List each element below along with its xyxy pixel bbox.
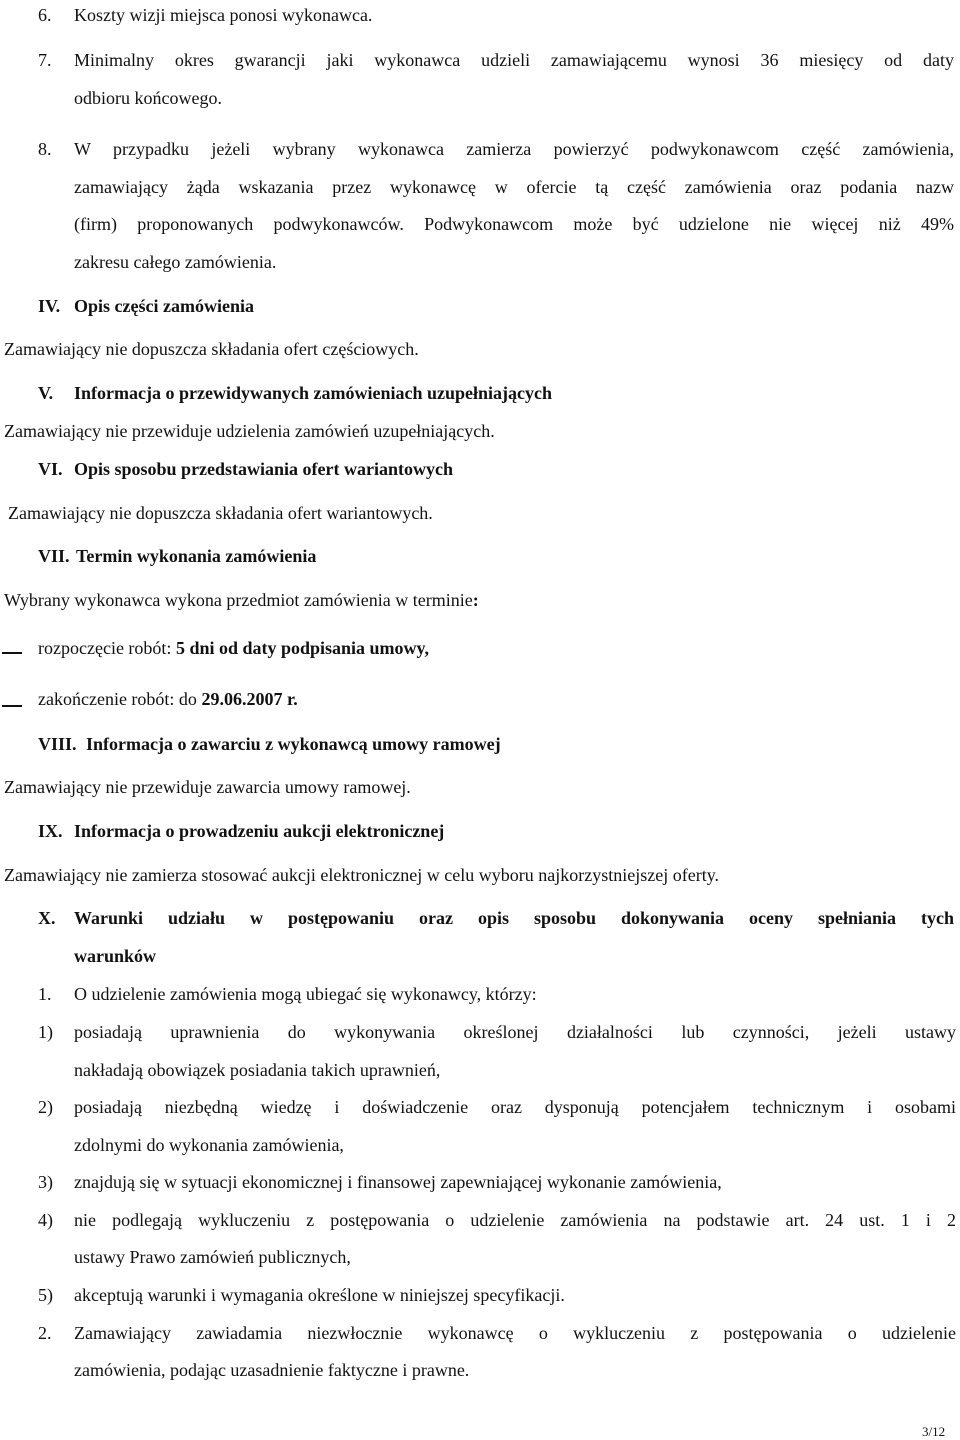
page-number: 3/12 [922,1424,946,1439]
list-item-line: posiadają niezbędną wiedzę i doświadczenie oraz dysponują potencjałem technicznym i osobami [74,1097,956,1117]
section-number: IV. [38,296,61,316]
bullet-item [38,637,429,659]
section-body-colon: : [472,590,479,610]
list-number: 5) [38,1285,53,1305]
bullet-dash [2,705,22,707]
section-number: IX. [38,821,63,841]
bullet-value: 29.06.2007 r. [201,689,298,709]
section-heading: Informacja o zawarciu z wykonawcą umowy ramowej [86,734,501,754]
list-item-line: akceptują warunki i wymagania określone w niniejszej specyfikacji. [74,1285,565,1305]
list-item-line: zdolnymi do wykonania zamówienia, [74,1135,344,1155]
bullet-dash [2,652,22,654]
section-heading: Opis sposobu przedstawiania ofert wariantowych [74,459,454,479]
bullet-label: zakończenie robót: do [38,689,202,709]
item-text-line: W przypadku jeżeli wybrany wykonawca zamierza powierzyć podwykonawcom część zamówienia, [74,139,954,159]
list-item-line: ustawy Prawo zamówień publicznych, [74,1247,351,1267]
list-item-line: nakładają obowiązek posiadania takich uprawnień, [74,1060,441,1080]
item-text: Koszty wizji miejsca ponosi wykonawca. [74,5,373,25]
section-body-text: Wybrany wykonawca wykona przedmiot zamówienia w terminie [4,590,473,610]
list-number: 3) [38,1172,53,1192]
section-body [4,589,479,611]
section-heading: warunków [74,946,157,966]
section-body: Zamawiający nie przewiduje zawarcia umowy ramowej. [4,777,411,797]
section-body: Zamawiający nie dopuszcza składania ofert częściowych. [4,339,419,359]
section-body: Zamawiający nie dopuszcza składania ofert wariantowych. [8,503,433,523]
section-number: VIII. [38,734,77,754]
section-number: V. [38,383,54,403]
section-heading: Opis części zamówienia [74,296,254,316]
item-number: 8. [38,139,52,159]
paragraph-text-line: Zamawiający zawiadamia niezwłocznie wykonawcę o wykluczeniu z postępowania o udzielenie [74,1323,956,1343]
item-number: 7. [38,50,52,70]
list-number: 4) [38,1210,53,1230]
list-item-line: posiadają uprawnienia do wykonywania określonej działalności lub czynności, jeżeli ustawy [74,1022,956,1042]
bullet-value: 5 dni od daty podpisania umowy, [175,638,430,658]
list-item-line: znajdują się w sytuacji ekonomicznej i finansowej zapewniającej wykonanie zamówienia, [74,1172,722,1192]
list-number: 2) [38,1097,53,1117]
section-number: X. [38,908,56,928]
list-item-line: nie podlegają wykluczeniu z postępowania o udzielenie zamówienia na podstawie art. 24 ust. 1 i 2 [74,1210,956,1230]
bullet-label: rozpoczęcie robót: [38,638,176,658]
section-body: Zamawiający nie przewiduje udzielenia zamówień uzupełniających. [4,421,495,441]
item-text-line: odbioru końcowego. [74,88,222,108]
section-heading: Informacja o prowadzeniu aukcji elektronicznej [74,821,445,841]
list-number: 1) [38,1022,53,1042]
section-body: Zamawiający nie zamierza stosować aukcji elektronicznej w celu wyboru najkorzystniejszej oferty. [4,865,720,885]
item-text-line: Minimalny okres gwarancji jaki wykonawca udzieli zamawiającemu wynosi 36 miesięcy od daty [74,50,954,70]
paragraph-text: O udzielenie zamówienia mogą ubiegać się wykonawcy, którzy: [74,984,537,1004]
paragraph-number: 1. [38,984,52,1004]
section-number: VII. [38,546,70,566]
paragraph-text-line: zamówienia, podając uzasadnienie faktyczne i prawne. [74,1360,470,1380]
item-text-line: zamawiający żąda wskazania przez wykonawcę w ofercie tą część zamówienia oraz podania nazw [74,177,954,197]
section-heading: Informacja o przewidywanych zamówieniach uzupełniających [74,383,552,403]
section-number: VI. [38,459,63,479]
section-heading: Warunki udziału w postępowaniu oraz opis sposobu dokonywania oceny spełniania tych [74,908,954,928]
item-number: 6. [38,5,52,25]
item-text-line: (firm) proponowanych podwykonawców. Podwykonawcom może być udzielone nie więcej niż 49% [74,214,954,234]
bullet-item [38,688,298,710]
item-text-line: zakresu całego zamówienia. [74,252,277,272]
paragraph-number: 2. [38,1323,52,1343]
section-heading: Termin wykonania zamówienia [76,546,317,566]
